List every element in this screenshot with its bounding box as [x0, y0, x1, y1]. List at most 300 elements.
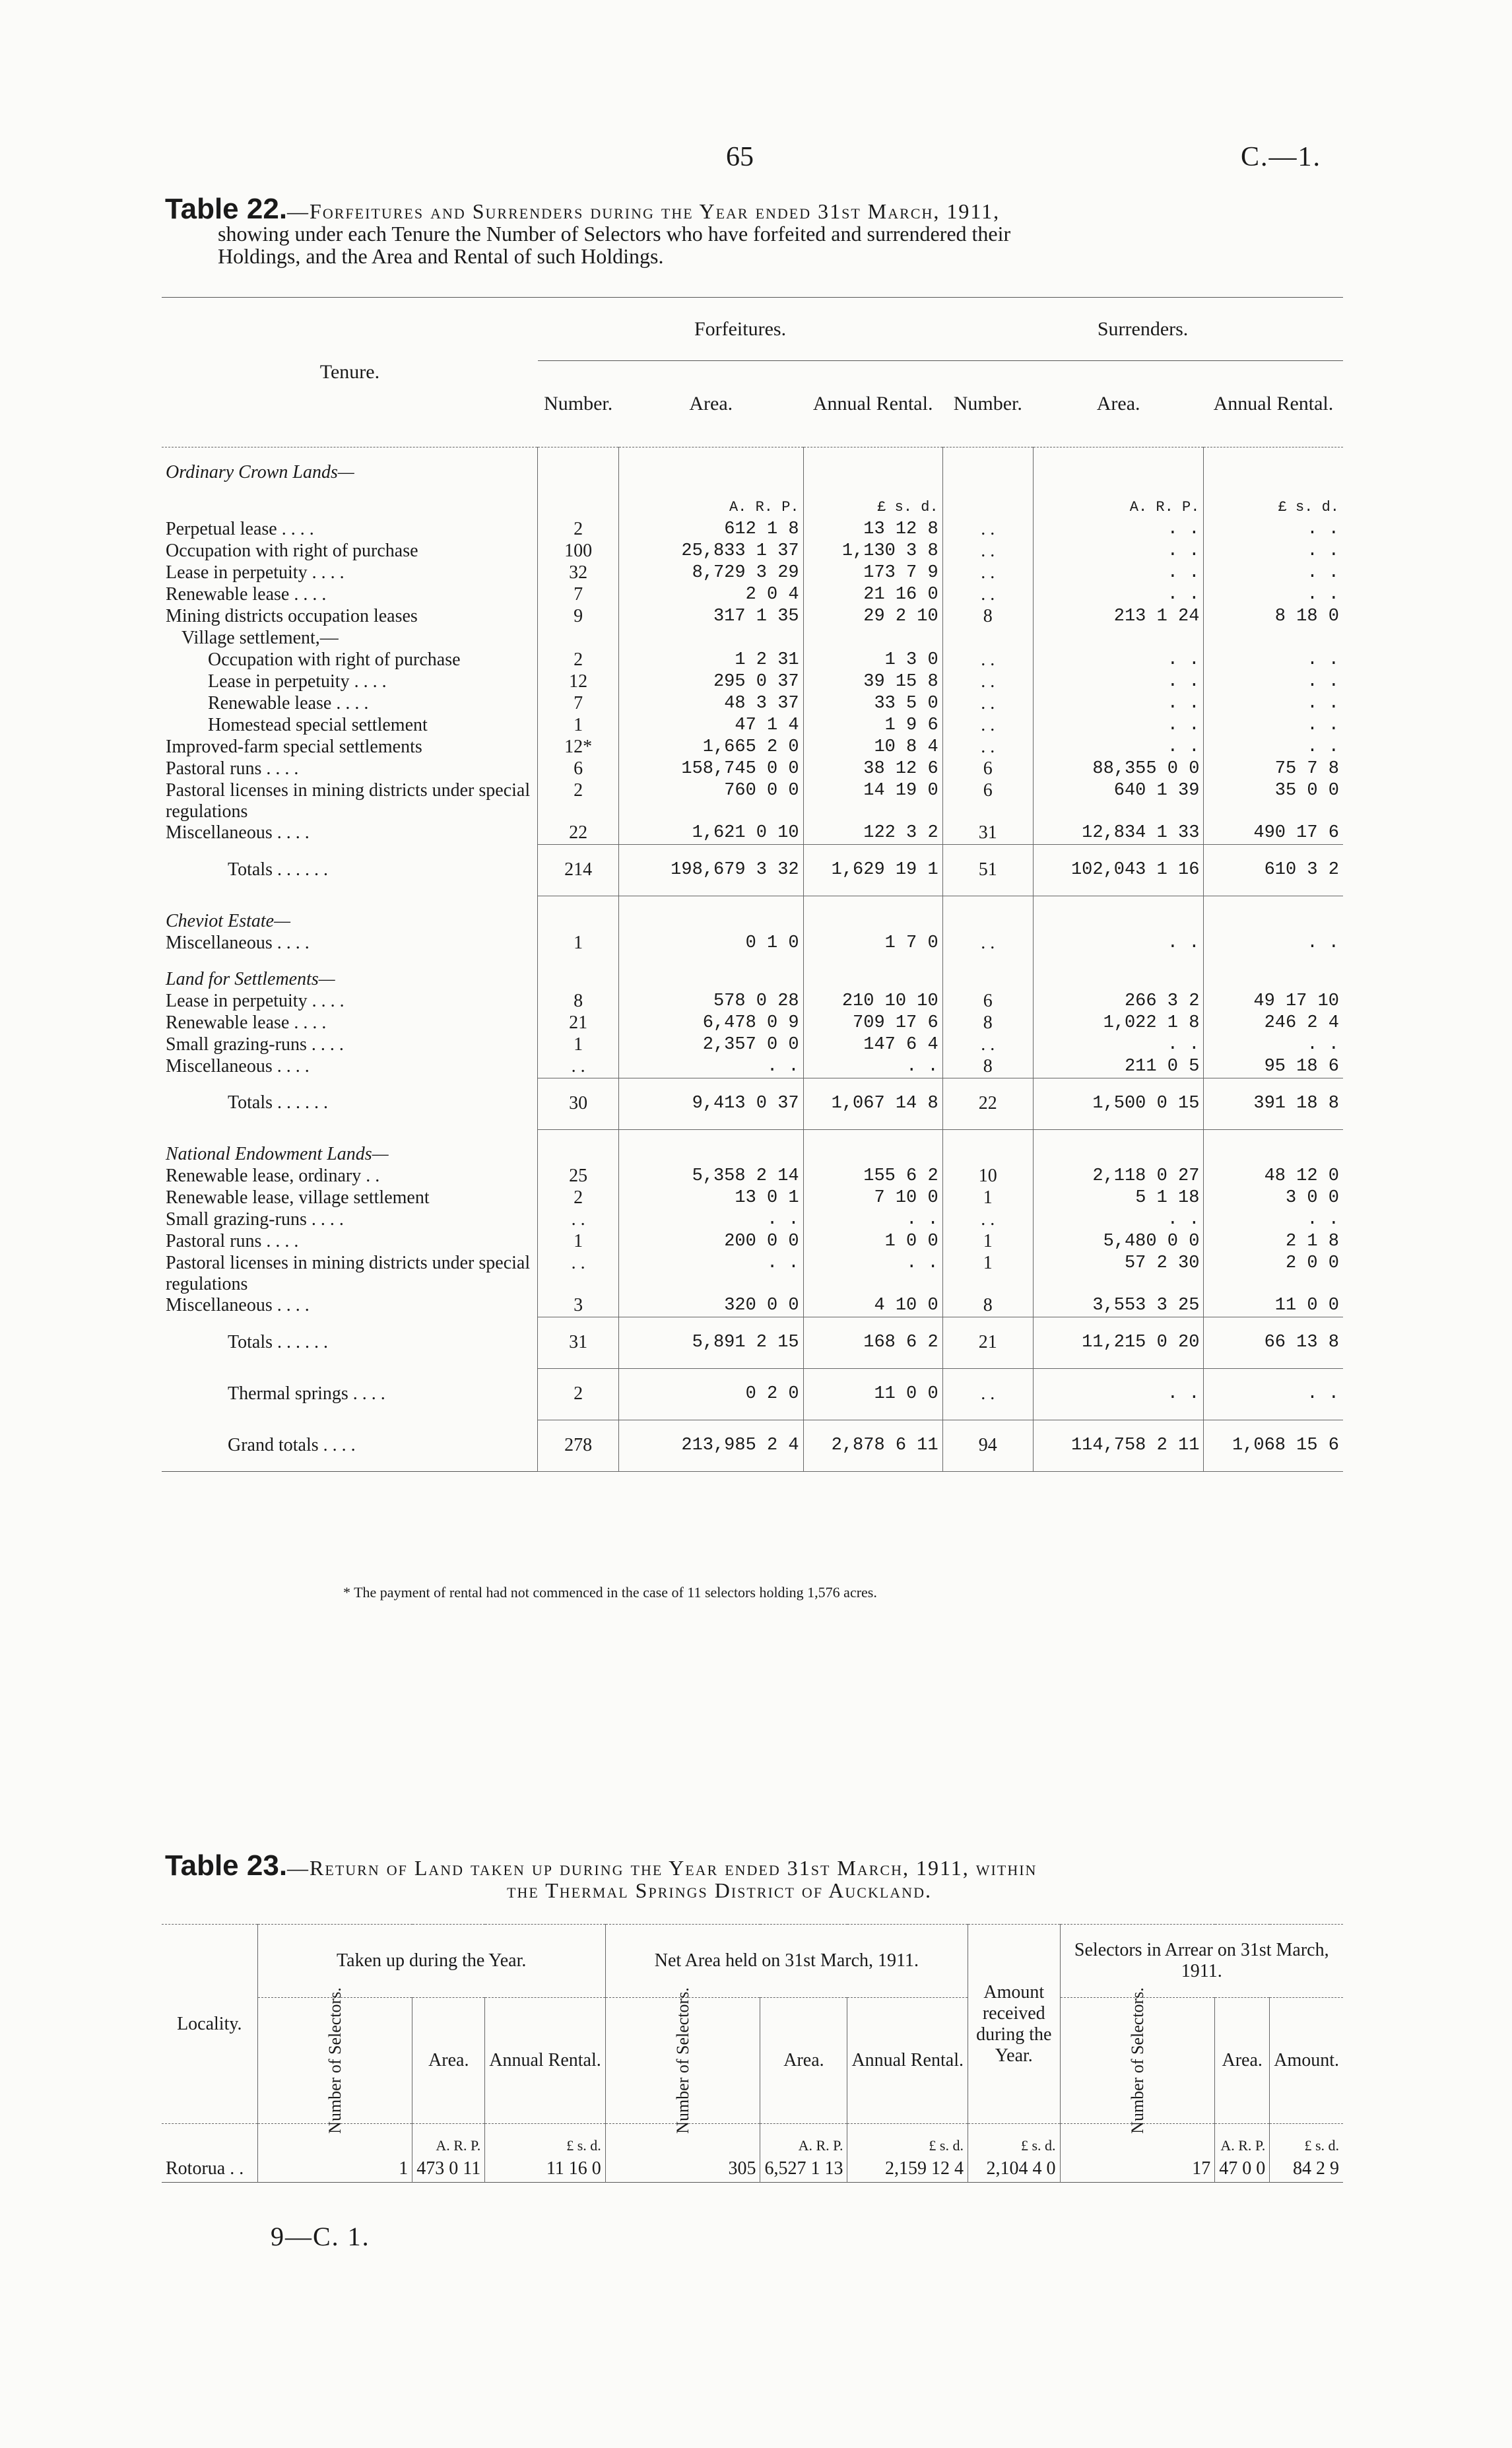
arrear-num-header: Number of Selectors.	[1060, 1998, 1215, 2124]
surrender-area-cell: 102,043 1 16	[1033, 845, 1204, 896]
net-area-header: Net Area held on 31st March, 1911.	[605, 1925, 968, 1998]
forfeit-area-cell: 158,745 0 0	[618, 758, 803, 780]
forfeit-number-cell: 12*	[538, 737, 619, 758]
forfeit-number-cell: 278	[538, 1420, 619, 1472]
arrear-header: Selectors in Arrear on 31st March, 1911.	[1060, 1925, 1343, 1998]
table23-title-line1: —Return of Land taken up during the Year ended 31st March, 1911, within	[287, 1856, 1037, 1880]
forfeit-rental-cell: 147 6 4	[803, 1034, 942, 1056]
tenure-cell: National Endowment Lands—	[166, 1144, 389, 1164]
table23-title	[165, 1849, 1340, 1902]
table-row	[162, 780, 1343, 822]
tenure-cell: Miscellaneous . . . .	[166, 1055, 310, 1076]
surrender-rental-cell: 490 17 6	[1204, 822, 1343, 845]
forfeit-number-cell	[538, 896, 619, 933]
tenure-cell: Ordinary Crown Lands—	[166, 462, 354, 482]
table-row	[162, 715, 1343, 737]
surrender-rental-cell	[1204, 628, 1343, 649]
surrender-area-cell: 114,758 2 11	[1033, 1420, 1204, 1472]
tenure-cell: Village settlement,—	[181, 628, 339, 648]
table-row	[162, 1253, 1343, 1295]
surrender-rental-cell: 610 3 2	[1204, 845, 1343, 896]
forfeit-number-cell: 2	[538, 780, 619, 822]
surrender-number-cell: 21	[942, 1317, 1033, 1369]
tenure-cell: Miscellaneous . . . .	[166, 822, 310, 843]
net-area-col-header: Area.	[760, 1998, 847, 2124]
forfeit-rental-cell: 39 15 8	[803, 671, 942, 693]
forfeit-rental-cell: 13 12 8	[803, 519, 942, 541]
surrender-area-cell: 266 3 2	[1033, 991, 1204, 1012]
surrender-rental-cell: . .	[1204, 715, 1343, 737]
surrender-area-cell: 2,118 0 27	[1033, 1166, 1204, 1187]
surrender-number-cell: . .	[942, 649, 1033, 671]
arrear-amount-cell: 84 2 9	[1270, 2156, 1343, 2183]
forfeit-number-cell: 32	[538, 562, 619, 584]
forfeit-area-header: Area.	[618, 361, 803, 447]
taken-rental-cell: 11 16 0	[485, 2156, 606, 2183]
tenure-cell: Cheviot Estate—	[166, 910, 290, 931]
surrender-area-cell: . .	[1033, 693, 1204, 715]
surrender-area-cell: . .	[1033, 933, 1204, 954]
surrender-number-cell	[942, 896, 1033, 933]
forfeit-rental-cell: 1 3 0	[803, 649, 942, 671]
table-row	[162, 1078, 1343, 1129]
tenure-cell: Renewable lease . . . .	[208, 693, 369, 713]
table-row	[162, 896, 1343, 933]
tenure-cell: Lease in perpetuity . . . .	[166, 990, 345, 1011]
forfeit-number-cell	[538, 447, 619, 484]
net-area-cell: 6,527 1 13	[760, 2156, 847, 2183]
forfeit-rental-cell: 155 6 2	[803, 1166, 942, 1187]
surrender-rental-cell: . .	[1204, 693, 1343, 715]
surrender-rental-cell: 391 18 8	[1204, 1078, 1343, 1129]
surrender-rental-cell: 95 18 6	[1204, 1056, 1343, 1078]
surrender-area-cell: 57 2 30	[1033, 1253, 1204, 1295]
forfeit-number-cell: 3	[538, 1295, 619, 1317]
forfeit-number-cell: 25	[538, 1166, 619, 1187]
forfeit-area-cell: 48 3 37	[618, 693, 803, 715]
forfeit-number-cell: 6	[538, 758, 619, 780]
tenure-cell: Pastoral licenses in mining districts under special regulations	[166, 780, 531, 822]
surrender-number-cell	[942, 447, 1033, 484]
table-row	[162, 1209, 1343, 1231]
surrender-area-cell	[1033, 628, 1204, 649]
locality-cell: Rotorua . .	[166, 2158, 244, 2179]
table-row	[162, 1056, 1343, 1078]
surrender-rental-cell: . .	[1204, 1209, 1343, 1231]
forfeit-rental-cell: 29 2 10	[803, 606, 942, 628]
forfeit-number-cell	[538, 954, 619, 991]
forfeit-area-cell: 6,478 0 9	[618, 1012, 803, 1034]
surrender-number-cell: . .	[942, 519, 1033, 541]
tenure-cell: Lease in perpetuity . . . .	[166, 562, 345, 583]
table22-title	[165, 193, 1340, 268]
table-row	[162, 1034, 1343, 1056]
table-row	[162, 649, 1343, 671]
tenure-cell: Occupation with right of purchase	[166, 541, 418, 561]
tenure-cell: Pastoral licenses in mining districts under special regulations	[166, 1253, 531, 1294]
table-row	[162, 845, 1343, 896]
table-row	[162, 1012, 1343, 1034]
forfeit-rental-cell: . .	[803, 1056, 942, 1078]
forfeit-rental-cell: 10 8 4	[803, 737, 942, 758]
surrender-number-cell: 8	[942, 1056, 1033, 1078]
surrender-rental-cell	[1204, 896, 1343, 933]
table-row	[162, 1295, 1343, 1317]
table-row	[162, 671, 1343, 693]
forfeit-rental-cell: 122 3 2	[803, 822, 942, 845]
tenure-cell: Renewable lease, village settlement	[166, 1187, 430, 1208]
surrender-area-cell: 1,022 1 8	[1033, 1012, 1204, 1034]
forfeit-rental-cell: 33 5 0	[803, 693, 942, 715]
table-row	[162, 606, 1343, 628]
forfeit-area-cell: 213,985 2 4	[618, 1420, 803, 1472]
forfeit-rental-cell: 2,878 6 11	[803, 1420, 942, 1472]
tenure-cell: Miscellaneous . . . .	[166, 1295, 310, 1315]
table-row	[162, 519, 1343, 541]
surrender-number-cell	[942, 484, 1033, 519]
forfeit-area-cell: 760 0 0	[618, 780, 803, 822]
forfeit-rental-cell: 173 7 9	[803, 562, 942, 584]
surrender-area-cell: 3,553 3 25	[1033, 1295, 1204, 1317]
taken-up-header: Taken up during the Year.	[257, 1925, 605, 1998]
surrender-number-header: Number.	[942, 361, 1033, 447]
forfeit-rental-header: Annual Rental.	[803, 361, 942, 447]
surrender-number-cell: . .	[942, 693, 1033, 715]
locality-header: Locality.	[177, 2013, 242, 2034]
table-row	[162, 758, 1343, 780]
forfeit-rental-cell: 1,067 14 8	[803, 1078, 942, 1129]
arrear-area-cell: 47 0 0	[1215, 2156, 1270, 2183]
forfeit-area-cell: 9,413 0 37	[618, 1078, 803, 1129]
surrender-rental-cell: . .	[1204, 584, 1343, 606]
surrender-number-cell: . .	[942, 715, 1033, 737]
surrender-number-cell: 51	[942, 845, 1033, 896]
forfeit-number-cell: 31	[538, 1317, 619, 1369]
tenure-cell: Homestead special settlement	[208, 715, 428, 735]
forfeit-number-cell: . .	[538, 1253, 619, 1295]
table22-number: Table 22.	[165, 193, 288, 225]
forfeit-rental-cell: 210 10 10	[803, 991, 942, 1012]
surrender-rental-cell: 8 18 0	[1204, 606, 1343, 628]
table-row	[162, 822, 1343, 845]
surrender-area-cell: 11,215 0 20	[1033, 1317, 1204, 1369]
surrender-area-cell: . .	[1033, 737, 1204, 758]
surrender-number-cell: 94	[942, 1420, 1033, 1472]
forfeit-rental-cell: 1 9 6	[803, 715, 942, 737]
tenure-cell: Totals . . . . . .	[228, 1092, 329, 1113]
surrender-rental-cell: 66 13 8	[1204, 1317, 1343, 1369]
table22-title-line2: showing under each Tenure the Number of Selectors who have forfeited and surrendered their	[218, 222, 1011, 246]
forfeit-area-cell: 578 0 28	[618, 991, 803, 1012]
forfeit-rental-cell	[803, 628, 942, 649]
table-row	[162, 1187, 1343, 1209]
surrender-area-cell: . .	[1033, 562, 1204, 584]
forfeit-area-cell: 13 0 1	[618, 1187, 803, 1209]
forfeit-rental-cell: . .	[803, 1209, 942, 1231]
surrender-number-cell: . .	[942, 1209, 1033, 1231]
forfeit-area-cell: . .	[618, 1056, 803, 1078]
surrender-area-cell: . .	[1033, 649, 1204, 671]
net-num-header: Number of Selectors.	[605, 1998, 760, 2124]
table23-number: Table 23.	[165, 1849, 288, 1882]
surrender-rental-cell: 48 12 0	[1204, 1166, 1343, 1187]
forfeit-rental-cell: . .	[803, 1253, 942, 1295]
tenure-cell: Totals . . . . . .	[228, 1331, 329, 1352]
tenure-cell: Occupation with right of purchase	[208, 649, 461, 670]
tenure-cell: Small grazing-runs . . . .	[166, 1034, 344, 1055]
table-row	[162, 541, 1343, 562]
surrender-rental-cell: . .	[1204, 737, 1343, 758]
tenure-cell: Renewable lease . . . .	[166, 1012, 327, 1033]
tenure-cell: Perpetual lease . . . .	[166, 519, 314, 539]
footer-reference: 9—C. 1.	[271, 2222, 370, 2251]
surrender-rental-cell: . .	[1204, 1369, 1343, 1420]
net-rental-cell: 2,159 12 4	[847, 2156, 968, 2183]
table-row	[162, 1129, 1343, 1166]
forfeit-area-cell: 198,679 3 32	[618, 845, 803, 896]
forfeit-rental-cell: 11 0 0	[803, 1369, 942, 1420]
forfeit-rental-cell: 38 12 6	[803, 758, 942, 780]
forfeit-area-cell: A. R. P.	[618, 484, 803, 519]
forfeit-number-cell: 2	[538, 649, 619, 671]
forfeit-rental-cell: 14 19 0	[803, 780, 942, 822]
tenure-header: Tenure.	[319, 361, 380, 383]
forfeit-number-cell: 22	[538, 822, 619, 845]
net-rental-header: Annual Rental.	[847, 1998, 968, 2124]
surrender-rental-header: Annual Rental.	[1204, 361, 1343, 447]
forfeit-number-cell: 100	[538, 541, 619, 562]
forfeit-rental-cell	[803, 954, 942, 991]
surrender-rental-cell: . .	[1204, 519, 1343, 541]
forfeit-number-cell: 1	[538, 715, 619, 737]
taken-num-header: Number of Selectors.	[257, 1998, 412, 2124]
forfeit-rental-cell: 1,629 19 1	[803, 845, 942, 896]
forfeit-number-cell: 7	[538, 584, 619, 606]
taken-rental-header: Annual Rental.	[485, 1998, 606, 2124]
forfeit-rental-cell: 21 16 0	[803, 584, 942, 606]
surrender-rental-cell: . .	[1204, 933, 1343, 954]
table-row	[162, 1317, 1343, 1369]
forfeit-number-cell	[538, 484, 619, 519]
forfeit-number-cell: 2	[538, 1369, 619, 1420]
forfeit-number-cell: . .	[538, 1056, 619, 1078]
surrender-area-cell: . .	[1033, 671, 1204, 693]
forfeit-number-cell: 1	[538, 1034, 619, 1056]
tenure-cell: Grand totals . . . .	[228, 1434, 356, 1455]
forfeit-area-cell: 320 0 0	[618, 1295, 803, 1317]
tenure-cell: Pastoral runs . . . .	[166, 1231, 299, 1251]
table23	[162, 1924, 1343, 2183]
tenure-cell: Pastoral runs . . . .	[166, 758, 299, 779]
forfeit-rental-cell: 1 0 0	[803, 1231, 942, 1253]
surrender-area-cell: . .	[1033, 1209, 1204, 1231]
table22	[162, 297, 1343, 1472]
forfeit-rental-cell: 168 6 2	[803, 1317, 942, 1369]
surrender-number-cell	[942, 628, 1033, 649]
table-row	[162, 693, 1343, 715]
tenure-cell: Improved-farm special settlements	[166, 737, 422, 757]
surrender-area-cell: 211 0 5	[1033, 1056, 1204, 1078]
forfeit-area-cell: 1,665 2 0	[618, 737, 803, 758]
table-row	[162, 562, 1343, 584]
table-row	[162, 584, 1343, 606]
surrender-rental-cell	[1204, 447, 1343, 484]
table23-title-line2: the Thermal Springs District of Auckland.	[507, 1878, 932, 1902]
tenure-cell: Renewable lease . . . .	[166, 584, 327, 605]
taken-num-cell: 1	[257, 2156, 412, 2183]
table-row	[162, 954, 1343, 991]
surrender-area-cell: 12,834 1 33	[1033, 822, 1204, 845]
forfeit-area-cell: 0 2 0	[618, 1369, 803, 1420]
received-cell: 2,104 4 0	[968, 2156, 1060, 2183]
tenure-cell: Mining districts occupation leases	[166, 606, 418, 626]
surrender-area-cell: 1,500 0 15	[1033, 1078, 1204, 1129]
forfeit-number-cell: 2	[538, 1187, 619, 1209]
surrender-area-cell: A. R. P.	[1033, 484, 1204, 519]
forfeit-rental-cell	[803, 896, 942, 933]
forfeit-area-cell: 0 1 0	[618, 933, 803, 954]
forfeit-number-cell: 30	[538, 1078, 619, 1129]
surrender-area-cell: . .	[1033, 541, 1204, 562]
surrender-number-cell: 8	[942, 1012, 1033, 1034]
surrender-area-cell: . .	[1033, 715, 1204, 737]
table22-body	[162, 447, 1343, 1472]
surrender-rental-cell: 35 0 0	[1204, 780, 1343, 822]
surrenders-header: Surrenders.	[1097, 317, 1189, 340]
surrender-number-cell: 10	[942, 1166, 1033, 1187]
surrender-number-cell: 31	[942, 822, 1033, 845]
taken-area-cell: 473 0 11	[412, 2156, 485, 2183]
forfeit-area-cell	[618, 447, 803, 484]
forfeit-area-cell: . .	[618, 1209, 803, 1231]
surrender-rental-cell: 246 2 4	[1204, 1012, 1343, 1034]
surrender-rental-cell: 2 0 0	[1204, 1253, 1343, 1295]
table-row	[162, 1231, 1343, 1253]
tenure-cell: Renewable lease, ordinary . .	[166, 1166, 380, 1186]
surrender-area-cell	[1033, 954, 1204, 991]
page-number: 65	[726, 142, 754, 172]
table23-units-row: A. R. P. £ s. d. A. R. P. £ s. d. £ s. d. A. R. P. £ s. d.	[162, 2124, 1343, 2156]
surrender-area-header: Area.	[1033, 361, 1204, 447]
forfeit-number-cell: 1	[538, 1231, 619, 1253]
table-row	[162, 1166, 1343, 1187]
surrender-area-cell: . .	[1033, 519, 1204, 541]
arrear-amount-header: Amount.	[1270, 1998, 1343, 2124]
forfeit-area-cell	[618, 954, 803, 991]
surrender-number-cell: 1	[942, 1253, 1033, 1295]
surrender-number-cell: . .	[942, 1034, 1033, 1056]
forfeit-number-header: Number.	[538, 361, 619, 447]
forfeit-area-cell: 47 1 4	[618, 715, 803, 737]
amount-received-header: Amount received during the Year.	[968, 1925, 1060, 2124]
surrender-area-cell: . .	[1033, 1369, 1204, 1420]
table22-title-line1: —Forfeitures and Surrenders during the Year ended 31st March, 1911,	[287, 199, 1001, 223]
surrender-area-cell	[1033, 1129, 1204, 1166]
surrender-rental-cell: 49 17 10	[1204, 991, 1343, 1012]
forfeit-number-cell: 9	[538, 606, 619, 628]
forfeit-number-cell	[538, 1129, 619, 1166]
forfeit-number-cell: 2	[538, 519, 619, 541]
table-row	[162, 1369, 1343, 1420]
forfeit-number-cell: 8	[538, 991, 619, 1012]
forfeit-area-cell: 317 1 35	[618, 606, 803, 628]
net-num-cell: 305	[605, 2156, 760, 2183]
surrender-number-cell: . .	[942, 737, 1033, 758]
forfeit-area-cell: 2 0 4	[618, 584, 803, 606]
forfeit-area-cell	[618, 1129, 803, 1166]
forfeit-number-cell: 21	[538, 1012, 619, 1034]
forfeit-area-cell: . .	[618, 1253, 803, 1295]
surrender-number-cell: . .	[942, 933, 1033, 954]
forfeit-area-cell	[618, 896, 803, 933]
surrender-rental-cell: . .	[1204, 649, 1343, 671]
forfeit-rental-cell	[803, 447, 942, 484]
surrender-area-cell: 5,480 0 0	[1033, 1231, 1204, 1253]
arrear-area-header: Area.	[1215, 1998, 1270, 2124]
forfeit-area-cell: 1 2 31	[618, 649, 803, 671]
surrender-rental-cell: . .	[1204, 541, 1343, 562]
arrear-num-cell: 17	[1060, 2156, 1215, 2183]
forfeit-area-cell: 612 1 8	[618, 519, 803, 541]
surrender-area-cell: 640 1 39	[1033, 780, 1204, 822]
surrender-number-cell: 6	[942, 991, 1033, 1012]
forfeit-area-cell	[618, 628, 803, 649]
surrender-area-cell: 5 1 18	[1033, 1187, 1204, 1209]
forfeit-number-cell: 12	[538, 671, 619, 693]
forfeit-rental-cell: 1 7 0	[803, 933, 942, 954]
forfeit-area-cell: 1,621 0 10	[618, 822, 803, 845]
surrender-rental-cell: £ s. d.	[1204, 484, 1343, 519]
surrender-number-cell: 8	[942, 606, 1033, 628]
table-row	[162, 737, 1343, 758]
table22-title-line3: Holdings, and the Area and Rental of such Holdings.	[218, 244, 664, 268]
forfeitures-header: Forfeitures.	[694, 317, 787, 340]
surrender-rental-cell: 11 0 0	[1204, 1295, 1343, 1317]
forfeit-area-cell: 8,729 3 29	[618, 562, 803, 584]
tenure-cell: Miscellaneous . . . .	[166, 932, 310, 953]
forfeit-rental-cell	[803, 1129, 942, 1166]
table22-footnote: * The payment of rental had not commenced in the case of 11 selectors holding 1,576 acres.	[343, 1584, 877, 1601]
surrender-number-cell: 6	[942, 758, 1033, 780]
surrender-area-cell: 213 1 24	[1033, 606, 1204, 628]
surrender-number-cell: 6	[942, 780, 1033, 822]
surrender-rental-cell: 75 7 8	[1204, 758, 1343, 780]
forfeit-number-cell: 1	[538, 933, 619, 954]
surrender-rental-cell: 3 0 0	[1204, 1187, 1343, 1209]
surrender-rental-cell: . .	[1204, 1034, 1343, 1056]
surrender-number-cell: . .	[942, 541, 1033, 562]
table-row	[162, 933, 1343, 954]
forfeit-area-cell: 2,357 0 0	[618, 1034, 803, 1056]
tenure-cell: Totals . . . . . .	[228, 859, 329, 880]
surrender-rental-cell	[1204, 954, 1343, 991]
table-row	[162, 1420, 1343, 1472]
surrender-number-cell: . .	[942, 562, 1033, 584]
surrender-number-cell	[942, 1129, 1033, 1166]
forfeit-rental-cell: 7 10 0	[803, 1187, 942, 1209]
tenure-cell: Thermal springs . . . .	[228, 1383, 385, 1404]
forfeit-rental-cell: £ s. d.	[803, 484, 942, 519]
surrender-rental-cell: 1,068 15 6	[1204, 1420, 1343, 1472]
table-row	[162, 991, 1343, 1012]
surrender-area-cell	[1033, 896, 1204, 933]
forfeit-area-cell: 5,891 2 15	[618, 1317, 803, 1369]
surrender-number-cell: 8	[942, 1295, 1033, 1317]
taken-area-header: Area.	[412, 1998, 485, 2124]
forfeit-area-cell: 25,833 1 37	[618, 541, 803, 562]
tenure-cell: Lease in perpetuity . . . .	[208, 671, 387, 692]
page-reference: C.—1.	[1241, 142, 1322, 172]
